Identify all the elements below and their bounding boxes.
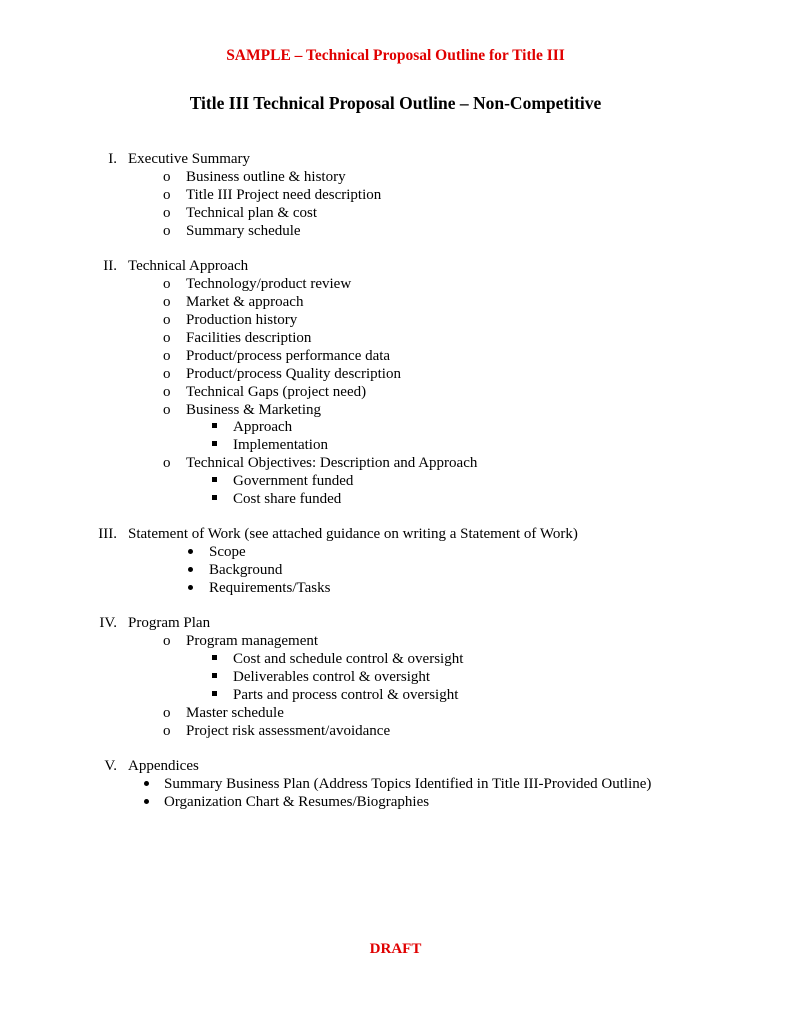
list-item: Technical Objectives: Description and Approach xyxy=(186,455,478,471)
section-heading: Appendices xyxy=(128,758,199,774)
square-bullet-icon xyxy=(212,495,217,500)
section-number: II. xyxy=(103,258,117,274)
list-item: Market & approach xyxy=(186,294,304,310)
section-number: I. xyxy=(108,151,117,167)
list-item: Approach xyxy=(233,419,293,435)
list-item: Project risk assessment/avoidance xyxy=(186,723,391,739)
list-item: Master schedule xyxy=(186,705,284,721)
list-item: Production history xyxy=(186,312,298,328)
circle-bullet-icon: o xyxy=(163,348,171,364)
list-item: Program management xyxy=(186,633,319,649)
bullet-icon xyxy=(188,585,193,590)
circle-bullet-icon: o xyxy=(163,384,171,400)
section-heading: Executive Summary xyxy=(128,151,251,167)
square-bullet-icon xyxy=(212,691,217,696)
sample-heading: SAMPLE – Technical Proposal Outline for Title III xyxy=(226,47,565,64)
list-item: Product/process performance data xyxy=(186,348,391,364)
list-item: Summary Business Plan (Address Topics Identified in Title III-Provided Outline) xyxy=(164,776,652,792)
section-number: IV. xyxy=(99,615,117,631)
square-bullet-icon xyxy=(212,423,217,428)
circle-bullet-icon: o xyxy=(163,205,171,221)
circle-bullet-icon: o xyxy=(163,455,171,471)
circle-bullet-icon: o xyxy=(163,187,171,203)
section-number: V. xyxy=(104,758,117,774)
bullet-icon xyxy=(144,799,149,804)
page-title: Title III Technical Proposal Outline – Non-Competitive xyxy=(189,93,602,113)
list-item: Deliverables control & oversight xyxy=(233,669,431,685)
list-item: Scope xyxy=(209,544,246,560)
circle-bullet-icon: o xyxy=(163,330,171,346)
circle-bullet-icon: o xyxy=(163,312,171,328)
section-heading: Statement of Work (see attached guidance on writing a Statement of Work) xyxy=(128,526,578,542)
section-heading: Program Plan xyxy=(128,615,211,631)
list-item: Parts and process control & oversight xyxy=(233,687,459,703)
circle-bullet-icon: o xyxy=(163,223,171,239)
list-item: Background xyxy=(209,562,283,578)
list-item: Business outline & history xyxy=(186,169,346,185)
list-item: Technology/product review xyxy=(186,276,352,292)
circle-bullet-icon: o xyxy=(163,276,171,292)
draft-label: DRAFT xyxy=(369,941,422,957)
list-item: Product/process Quality description xyxy=(186,366,401,382)
circle-bullet-icon: o xyxy=(163,169,171,185)
circle-bullet-icon: o xyxy=(163,723,171,739)
circle-bullet-icon: o xyxy=(163,705,171,721)
list-item: Requirements/Tasks xyxy=(209,580,331,596)
list-item: Facilities description xyxy=(186,330,312,346)
circle-bullet-icon: o xyxy=(163,366,171,382)
list-item: Government funded xyxy=(233,473,354,489)
list-item: Organization Chart & Resumes/Biographies xyxy=(164,794,430,810)
square-bullet-icon xyxy=(212,673,217,678)
list-item: Implementation xyxy=(233,437,328,453)
circle-bullet-icon: o xyxy=(163,294,171,310)
section-number: III. xyxy=(98,526,117,542)
list-item: Summary schedule xyxy=(186,223,301,239)
list-item: Technical Gaps (project need) xyxy=(186,384,367,400)
circle-bullet-icon: o xyxy=(163,402,171,418)
circle-bullet-icon: o xyxy=(163,633,171,649)
list-item: Cost share funded xyxy=(233,491,342,507)
bullet-icon xyxy=(188,549,193,554)
bullet-icon xyxy=(188,567,193,572)
list-item: Cost and schedule control & oversight xyxy=(233,651,464,667)
list-item: Business & Marketing xyxy=(186,402,321,418)
square-bullet-icon xyxy=(212,477,217,482)
list-item: Title III Project need description xyxy=(186,187,382,203)
list-item: Technical plan & cost xyxy=(186,205,317,221)
section-heading: Technical Approach xyxy=(128,258,249,274)
square-bullet-icon xyxy=(212,441,217,446)
bullet-icon xyxy=(144,781,149,786)
square-bullet-icon xyxy=(212,655,217,660)
